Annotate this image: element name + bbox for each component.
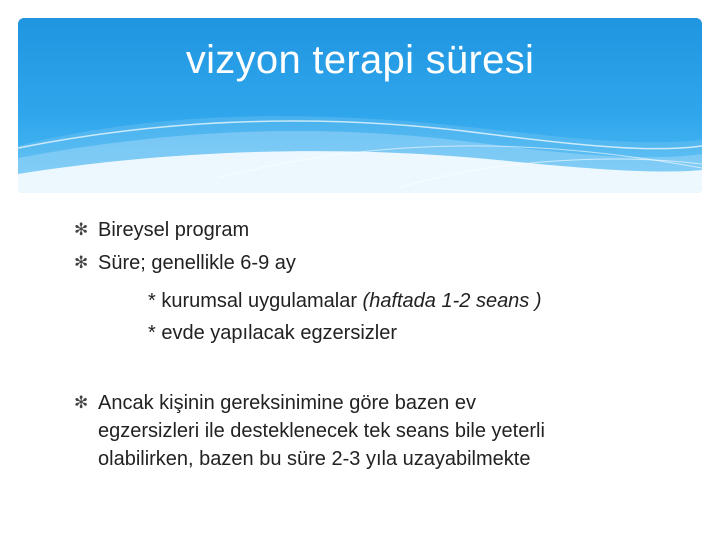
sub-item-home bbox=[148, 320, 397, 346]
bullet-text: Bireysel program bbox=[98, 219, 250, 241]
note-line-3: olabilirken, bazen bu süre 2-3 yıla uzayabilmekte bbox=[98, 448, 531, 470]
note-line-1: Ancak kişinin gereksinimine göre bazen ev bbox=[98, 392, 476, 414]
sub-item-text: * evde yapılacak egzersizler bbox=[148, 322, 398, 344]
slide-title: vizyon terapi süresi bbox=[185, 38, 535, 82]
sub-item-institutional bbox=[148, 288, 542, 314]
note-line-2: egzersizleri ile desteklenecek tek seans bile yeterli bbox=[98, 420, 545, 442]
asterisk-icon: ✻ bbox=[74, 393, 89, 412]
asterisk-icon: ✻ bbox=[74, 253, 89, 272]
bullet-text: Süre; genellikle 6-9 ay bbox=[98, 252, 296, 274]
sub-item-text: * kurumsal uygulamalar bbox=[148, 290, 363, 312]
sub-item-frequency: (haftada 1-2 seans ) bbox=[362, 290, 542, 312]
asterisk-icon: ✻ bbox=[74, 220, 89, 239]
